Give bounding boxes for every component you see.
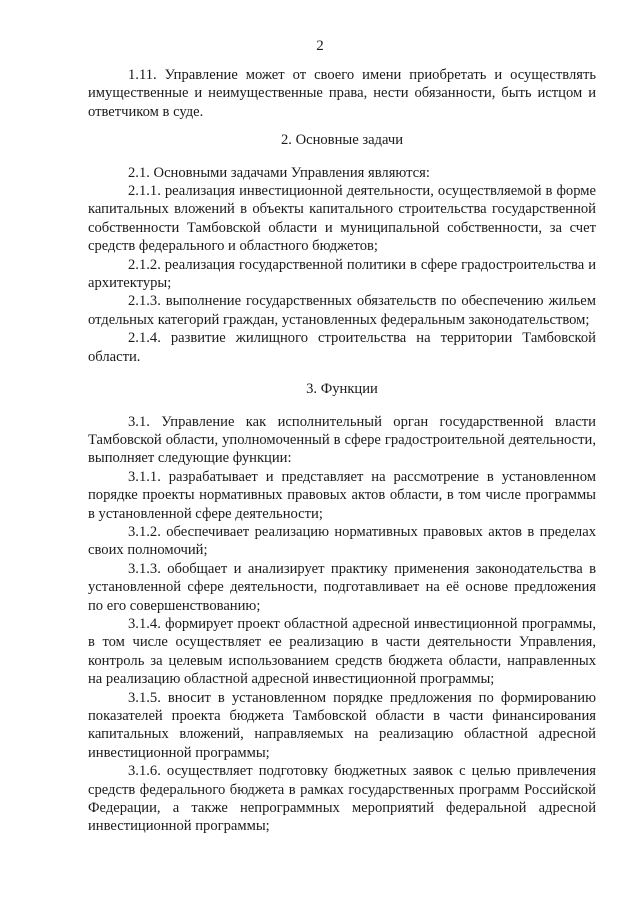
document-body <box>88 66 596 836</box>
paragraph-3-1-4: 3.1.4. формирует проект областной адресной инвестиционной программы, в том числе осуществляет ее реализацию в части деятельности Управления, контроль за целевым использованием средств бюджета области, направленных на реализацию областной адресной инвестиционной программы; <box>88 615 596 688</box>
paragraph-3-1-1: 3.1.1. разрабатывает и представляет на рассмотрение в установленном порядке проекты нормативных правовых актов области, в том числе программы в установленной сфере деятельности; <box>88 468 596 522</box>
paragraph-1-11: 1.11. Управление может от своего имени приобретать и осуществлять имущественные и неимущественные права, нести обязанности, быть истцом и ответчиком в суде. <box>88 67 596 120</box>
paragraph-2-1-4: 2.1.4. развитие жилищного строительства на территории Тамбовской области. <box>88 330 596 365</box>
paragraph-3-1-3: 3.1.3. обобщает и анализирует практику применения законодательства в установленной сфере деятельности, подготавливает на её основе предложения по его совершенствованию; <box>88 560 596 614</box>
paragraph-2-1: 2.1. Основными задачами Управления являются: <box>128 164 430 181</box>
paragraph-2-1-2: 2.1.2. реализация государственной политики в сфере градостроительства и архитектуры; <box>88 256 596 292</box>
paragraph-3-1-5: 3.1.5. вносит в установленном порядке предложения по формированию показателей проекта бюджета Тамбовской области в части финансирования капитальных вложений, направляемых на реализацию областной адресной инвестиционной программы; <box>88 689 596 761</box>
page-number: 2 <box>316 38 324 54</box>
paragraph-2-1-1: 2.1.1. реализация инвестиционной деятельности, осуществляемой в форме капитальных вложений в объекты капитального строительства государственной собственности Тамбовской области и муниципальной собственности, за счет средств федерального и областного бюджетов; <box>88 183 596 255</box>
paragraph-3-1: 3.1. Управление как исполнительный орган государственной власти Тамбовской области, уполномоченный в сфере градостроительной деятельности, выполняет следующие функции: <box>88 413 596 467</box>
paragraph-3-1-6: 3.1.6. осуществляет подготовку бюджетных заявок с целью привлечения средств федерального бюджета в рамках государственных программ Российской Федерации, а также непрограммных мероприятий федеральной адресной инвестиционной программы; <box>88 763 596 835</box>
paragraph-2-1-3: 2.1.3. выполнение государственных обязательств по обеспечению жильем отдельных категорий граждан, установленных федеральным законодательством; <box>88 293 596 328</box>
section-3-heading: 3. Функции <box>306 381 378 398</box>
section-2-heading: 2. Основные задачи <box>280 132 404 149</box>
paragraph-3-1-2: 3.1.2. обеспечивает реализацию нормативных правовых актов в пределах своих полномочий; <box>88 523 596 559</box>
